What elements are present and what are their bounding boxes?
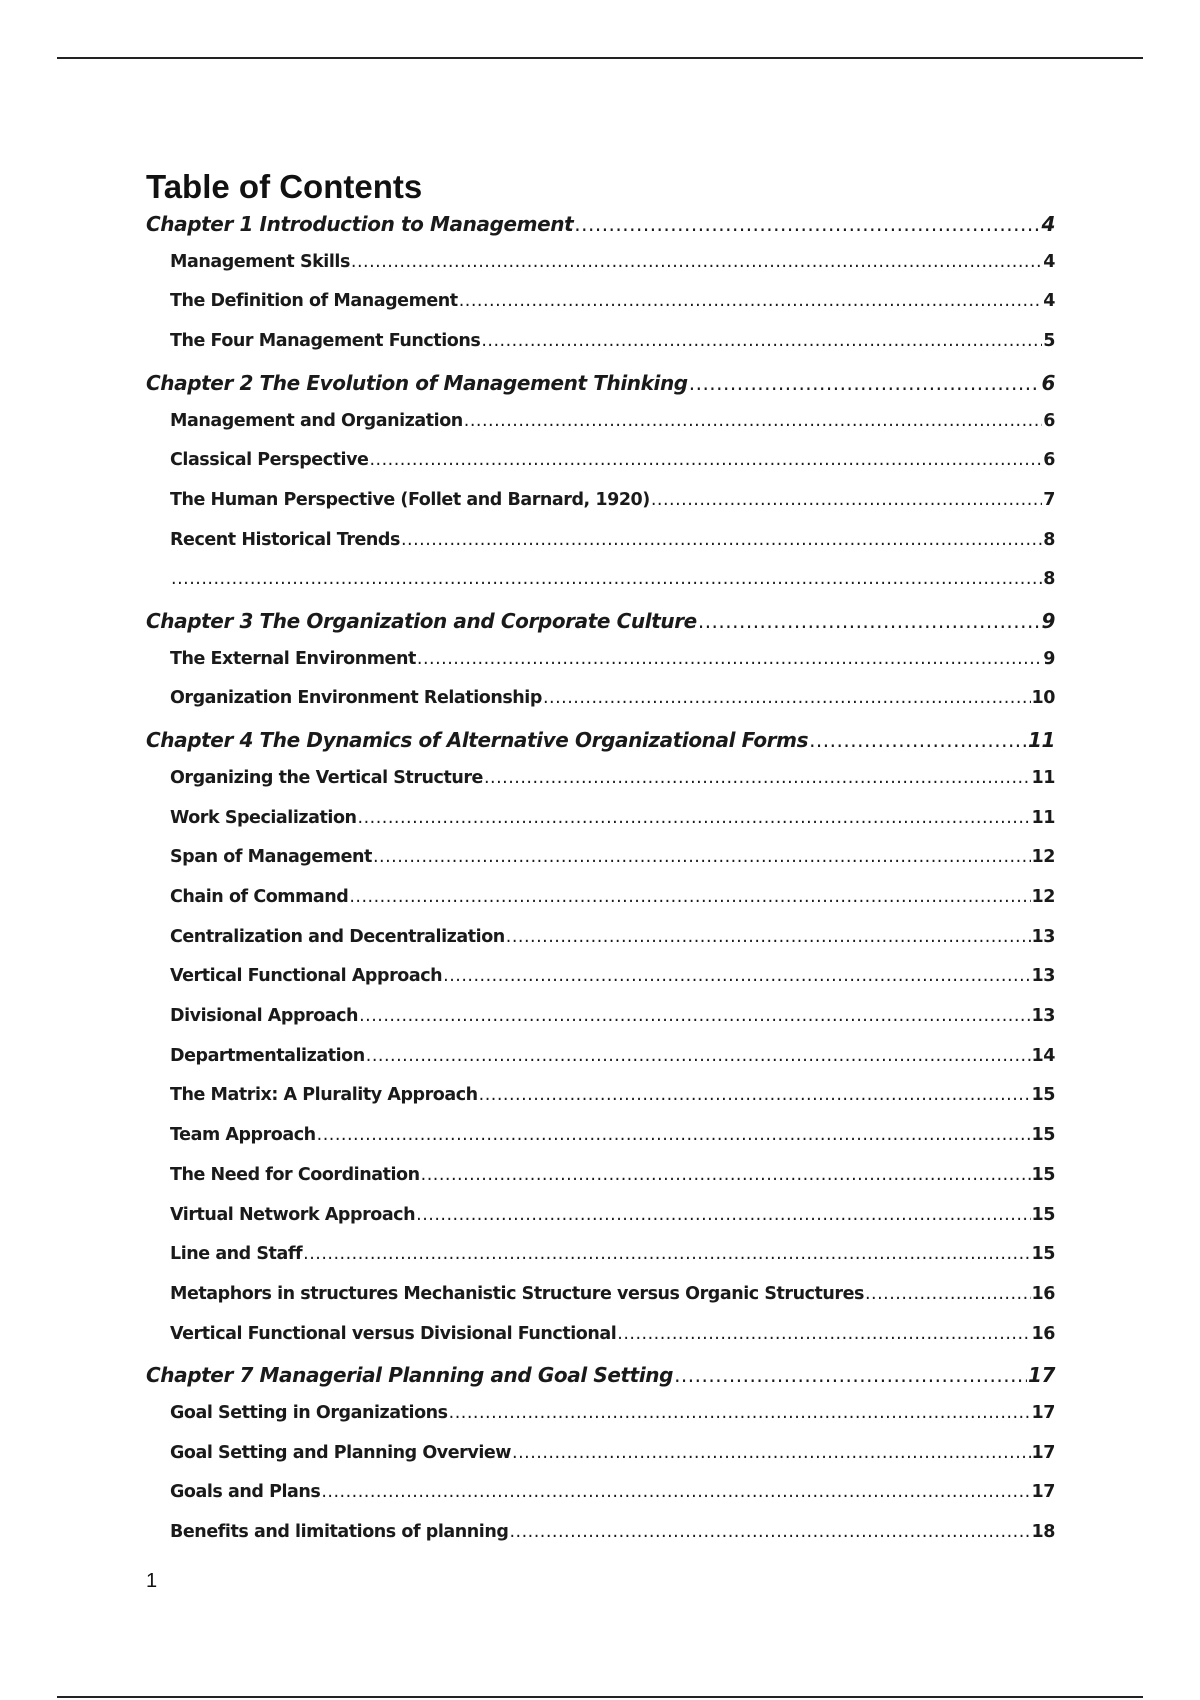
- toc-section-entry[interactable]: [170, 530, 1055, 550]
- toc-entry-label: Team Approach: [170, 1125, 316, 1146]
- toc-chapter-entry[interactable]: [146, 728, 1055, 752]
- toc-dot-leader: [443, 966, 1030, 986]
- toc-entry-label: The External Environment: [170, 648, 416, 669]
- toc-page-number: 17: [1031, 1403, 1055, 1423]
- toc-page-number: 17: [1031, 1442, 1055, 1463]
- toc-entry-label: Divisional Approach: [170, 1006, 359, 1026]
- toc-page-number: 15: [1031, 1125, 1055, 1146]
- toc-page-number: 4: [1043, 291, 1055, 312]
- toc-dot-leader: [366, 1046, 1031, 1066]
- toc-dot-leader: [698, 609, 1041, 633]
- toc-entry-label: Chapter 4 The Dynamics of Alternative Organizational Forms: [146, 728, 809, 753]
- toc-page-number: 4: [1041, 212, 1055, 236]
- toc-dot-leader: [401, 530, 1042, 550]
- toc-entry-label: The Definition of Management: [170, 291, 458, 312]
- toc-entry-label: The Human Perspective (Follet and Barnard, 1920): [170, 489, 650, 510]
- toc-entry-label: Centralization and Decentralization: [170, 926, 505, 947]
- toc-page-number: 13: [1031, 1006, 1055, 1026]
- toc-entry-label: Vertical Functional versus Divisional Functional: [170, 1323, 617, 1344]
- toc-entry-label: Classical Perspective: [170, 450, 369, 471]
- toc-page-number: 4: [1043, 251, 1055, 272]
- toc-entry-label: Management and Organization: [170, 410, 463, 431]
- toc-page-number: 9: [1041, 609, 1055, 633]
- toc-entry-label: Organizing the Vertical Structure: [170, 767, 483, 788]
- toc-page-number: 17: [1027, 1363, 1055, 1388]
- toc-dot-leader: [509, 1522, 1030, 1542]
- toc-entry-label: Recent Historical Trends: [170, 529, 400, 550]
- toc-dot-leader: [369, 450, 1042, 470]
- toc-entry-label: The Four Management Functions: [170, 331, 481, 352]
- toc-dot-leader: [421, 1165, 1031, 1185]
- toc-section-entry[interactable]: [170, 411, 1055, 431]
- toc-dot-leader: [651, 490, 1042, 510]
- toc-page-number: 9: [1043, 648, 1055, 669]
- toc-dot-leader: [484, 768, 1031, 788]
- toc-section-entry[interactable]: [170, 649, 1055, 669]
- toc-dot-leader: [317, 1125, 1031, 1145]
- toc-section-entry[interactable]: [170, 927, 1055, 947]
- toc-dot-leader: [506, 927, 1031, 947]
- toc-entry-label: Chapter 1 Introduction to Management: [146, 212, 574, 236]
- toc-dot-leader: [574, 212, 1040, 236]
- toc-entry-label: Chapter 2 The Evolution of Management Thinking: [146, 370, 688, 395]
- toc-page-number: 7: [1043, 489, 1055, 510]
- toc-dot-leader: [417, 649, 1042, 669]
- toc-dot-leader: [449, 1403, 1031, 1423]
- toc-section-entry[interactable]: [170, 1522, 1055, 1542]
- toc-entry-label: The Matrix: A Plurality Approach: [170, 1085, 478, 1106]
- toc-dot-leader: [321, 1482, 1030, 1502]
- toc-section-entry[interactable]: [170, 1205, 1055, 1225]
- toc-page-number: 14: [1031, 1045, 1055, 1066]
- toc-section-entry[interactable]: [170, 1244, 1055, 1264]
- toc-section-entry[interactable]: [170, 808, 1055, 828]
- toc-section-entry[interactable]: [170, 1165, 1055, 1185]
- toc-dot-leader: [479, 1085, 1031, 1105]
- toc-page-number: 16: [1031, 1323, 1055, 1344]
- toc-page-number: 13: [1031, 926, 1055, 947]
- toc-section-entry[interactable]: [170, 1125, 1055, 1145]
- toc-entry-label: Departmentalization: [170, 1045, 365, 1066]
- toc-section-entry[interactable]: [170, 569, 1055, 589]
- toc-entry-label: Line and Staff: [170, 1244, 303, 1265]
- toc-entry-label: Work Specialization: [170, 807, 357, 828]
- toc-dot-leader: [303, 1244, 1030, 1264]
- toc-dot-leader: [543, 688, 1031, 708]
- toc-section-entry[interactable]: [170, 1482, 1055, 1502]
- toc-dot-leader: [464, 411, 1042, 431]
- toc-section-entry[interactable]: [170, 1443, 1055, 1463]
- toc-section-entry[interactable]: [170, 688, 1055, 708]
- toc-dot-leader: [373, 847, 1031, 867]
- toc-section-entry[interactable]: [170, 1006, 1055, 1026]
- toc-entry-label: Goals and Plans: [170, 1482, 321, 1503]
- toc-section-entry[interactable]: [170, 490, 1055, 510]
- toc-section-entry[interactable]: [170, 1085, 1055, 1105]
- toc-entry-label: The Need for Coordination: [170, 1164, 420, 1185]
- toc-entry-label: Virtual Network Approach: [170, 1204, 416, 1225]
- toc-page-number: 13: [1031, 966, 1055, 987]
- toc-chapter-entry[interactable]: [146, 212, 1055, 236]
- toc-entry-label: Goal Setting and Planning Overview: [170, 1442, 512, 1463]
- toc-dot-leader: [171, 569, 1042, 589]
- toc-entry-label: Organization Environment Relationship: [170, 688, 542, 709]
- toc-section-entry[interactable]: [170, 1046, 1055, 1066]
- toc-dot-leader: [809, 728, 1027, 752]
- toc-chapter-entry[interactable]: [146, 1363, 1055, 1387]
- toc-entry-label: Chain of Command: [170, 886, 349, 907]
- toc-dot-leader: [689, 371, 1041, 395]
- toc-dot-leader: [349, 887, 1030, 907]
- toc-dot-leader: [459, 291, 1043, 311]
- toc-page-number: 16: [1031, 1283, 1055, 1304]
- toc-entry-label: Chapter 3 The Organization and Corporate Culture: [146, 609, 697, 633]
- toc-list: [146, 0, 1055, 1600]
- toc-entry-label: Management Skills: [170, 251, 350, 272]
- toc-section-entry[interactable]: [170, 768, 1055, 788]
- toc-page-number: 11: [1031, 807, 1055, 828]
- toc-page-number: 12: [1031, 886, 1055, 907]
- toc-page-number: 17: [1031, 1482, 1055, 1503]
- toc-section-entry[interactable]: [170, 966, 1055, 986]
- toc-page-number: 8: [1043, 569, 1055, 590]
- footer-rule: [57, 1696, 1143, 1698]
- toc-entry-label: Span of Management: [170, 847, 372, 868]
- toc-page-number: 5: [1043, 331, 1055, 352]
- toc-dot-leader: [359, 1006, 1030, 1026]
- toc-section-entry[interactable]: [170, 847, 1055, 867]
- toc-entry-label: Metaphors in structures Mechanistic Structure versus Organic Structures: [170, 1283, 864, 1304]
- toc-page-number: 15: [1031, 1244, 1055, 1265]
- toc-page-number: 6: [1043, 450, 1055, 471]
- toc-page-number: 10: [1031, 688, 1055, 709]
- toc-section-entry[interactable]: [170, 887, 1055, 907]
- toc-page-number: 15: [1031, 1085, 1055, 1106]
- toc-dot-leader: [416, 1205, 1030, 1225]
- toc-dot-leader: [617, 1324, 1030, 1344]
- toc-section-entry[interactable]: [170, 450, 1055, 470]
- toc-dot-leader: [674, 1363, 1027, 1387]
- toc-page-number: 15: [1031, 1204, 1055, 1225]
- toc-page-number: 11: [1027, 728, 1055, 753]
- toc-chapter-entry[interactable]: [146, 609, 1055, 633]
- toc-chapter-entry[interactable]: [146, 371, 1055, 395]
- toc-page-number: 15: [1031, 1164, 1055, 1185]
- toc-page-number: 18: [1031, 1522, 1055, 1543]
- page-title: Table of Contents: [146, 168, 423, 205]
- toc-section-entry[interactable]: [170, 291, 1055, 311]
- toc-dot-leader: [512, 1443, 1031, 1463]
- toc-page-number: 6: [1043, 410, 1055, 431]
- toc-dot-leader: [358, 808, 1031, 828]
- page-number: 1: [146, 1570, 158, 1592]
- toc-section-entry[interactable]: [170, 1284, 1055, 1304]
- toc-dot-leader: [351, 252, 1042, 272]
- toc-section-entry[interactable]: [170, 1324, 1055, 1344]
- toc-section-entry[interactable]: [170, 1403, 1055, 1423]
- toc-section-entry[interactable]: [170, 331, 1055, 351]
- toc-entry-label: Chapter 7 Managerial Planning and Goal Setting: [146, 1363, 674, 1388]
- toc-page-number: 6: [1041, 370, 1055, 395]
- toc-entry-label: Benefits and limitations of planning: [170, 1522, 509, 1543]
- toc-entry-label: Vertical Functional Approach: [170, 966, 443, 987]
- toc-entry-label: Goal Setting in Organizations: [170, 1403, 448, 1423]
- toc-section-entry[interactable]: [170, 252, 1055, 272]
- toc-page-number: 11: [1031, 767, 1055, 788]
- toc-page-number: 12: [1031, 847, 1055, 868]
- toc-dot-leader: [481, 331, 1042, 351]
- toc-page-number: 8: [1043, 529, 1055, 550]
- toc-dot-leader: [865, 1284, 1031, 1304]
